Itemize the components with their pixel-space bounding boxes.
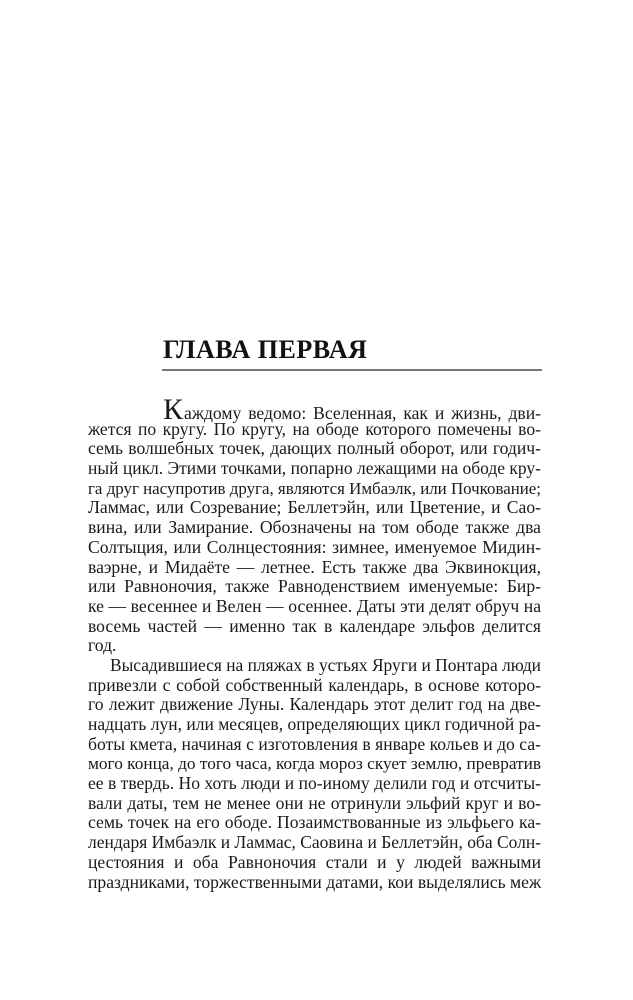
body-text: [88, 393, 542, 892]
text-line: праздниками, торжественными датами, кои выделялись меж: [88, 871, 542, 892]
text-line: привезли с собой собственный календарь, в основе которо-: [88, 674, 541, 695]
paragraph-1: [88, 393, 541, 656]
text-line: жется по кругу. По кругу, на ободе которого помечены во-: [88, 418, 541, 439]
text-line: цестояния и оба Равноночия стали и у людей важными: [88, 851, 541, 872]
text-line: семь волшебных точек, дающих полный оборот, или годич-: [88, 438, 541, 459]
text-line: ее в твердь. Но хоть люди и по-иному делили год и отсчиты-: [88, 773, 541, 794]
drop-cap: К: [163, 393, 184, 426]
text-line: мого конца, до того часа, когда мороз скует землю, превратив: [88, 754, 541, 774]
chapter-title: ГЛАВА ПЕРВАЯ: [163, 335, 368, 364]
text-line: го лежит движение Луны. Календарь этот делит год на две-: [88, 694, 541, 715]
text-line: Ламмас, или Созревание; Беллетэйн, или Цветение, и Сао-: [88, 497, 541, 518]
text-line-content: аждому ведомо: Вселенная, как и жизнь, дви-: [184, 403, 541, 423]
text-line: лендаря Имбаэлк и Ламмас, Саовина и Беллетэйн, оба Солн-: [88, 832, 541, 853]
text-line: ваэрне, и Мидаёте — летнее. Есть также два Эквинокция,: [88, 556, 541, 577]
text-line: боты кмета, начиная с изготовления в январе кольев и до са-: [88, 733, 541, 754]
text-line: Солтыция, или Солнцестояния: зимнее, именуемое Мидин-: [88, 536, 541, 557]
text-line: надцать лун, или месяцев, определяющих цикл годичной ра-: [88, 714, 541, 734]
chapter-rule-divider: [162, 369, 542, 371]
paragraph-2: [88, 656, 541, 892]
text-line: год.: [88, 635, 117, 656]
text-line: ке — весеннее и Велен — осеннее. Даты эти делят обруч на: [88, 595, 541, 616]
text-line: вали даты, тем не менее они не отринули эльфий круг и во-: [88, 792, 541, 813]
text-line: Высадившиеся на пляжах в устьях Яруги и Понтара люди: [110, 654, 541, 675]
text-line: или Равноночия, также Равноденствием именуемые: Бир-: [88, 576, 541, 597]
text-line: семь точек на его ободе. Позаимствованные из эльфьего ка-: [88, 812, 541, 833]
text-line: га друг насупротив друга, являются Имбаэлк, или Почкование;: [88, 478, 541, 498]
text-line: ный цикл. Этими точками, попарно лежащими на ободе кру-: [88, 458, 541, 479]
text-line: [88, 393, 541, 426]
text-line: восемь частей — именно так в календаре эльфов делится: [88, 615, 541, 636]
text-line: вина, или Замирание. Обозначены на том ободе также два: [88, 517, 541, 538]
